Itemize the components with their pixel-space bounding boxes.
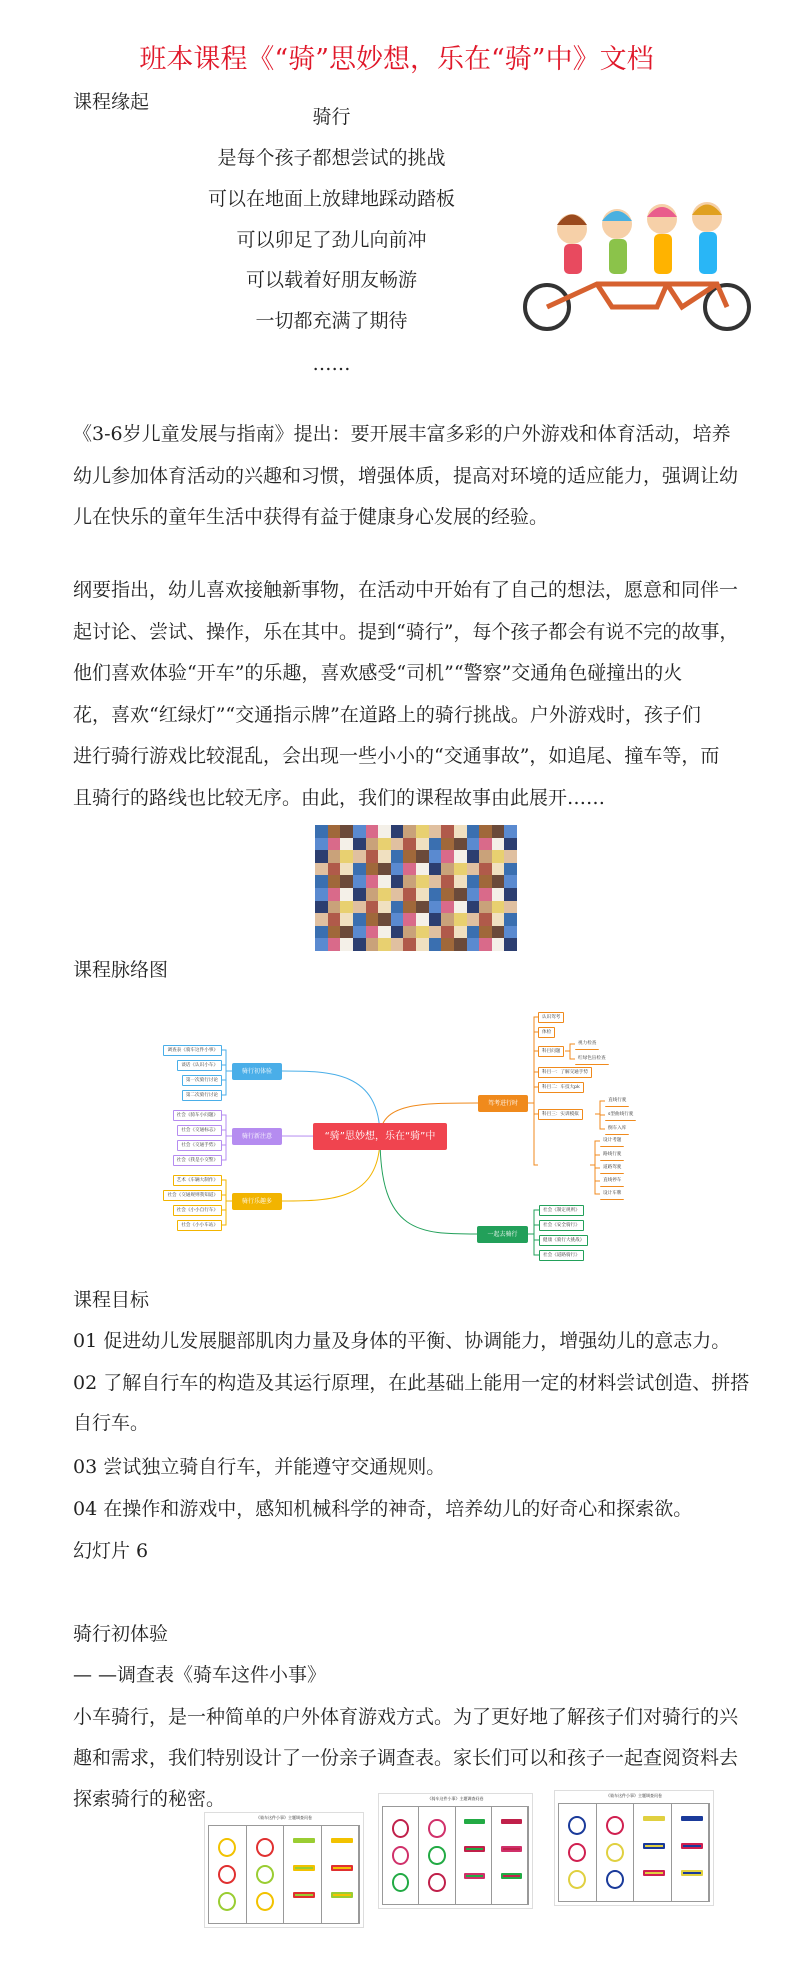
mind-map-center-node: “骑”思妙想，乐在“骑”中 <box>313 1123 447 1150</box>
survey-drawing <box>681 1843 703 1849</box>
mind-map-connector <box>222 1180 232 1201</box>
survey-drawing <box>293 1892 315 1898</box>
survey-drawing <box>331 1865 353 1871</box>
mind-map-connector <box>595 1114 605 1129</box>
section-heading-first-ride: 骑行初体验 <box>73 1623 169 1645</box>
mind-map-connector <box>565 1044 575 1051</box>
survey-sheet-title: 《骑车这件小事》主题调查问卷 <box>427 1796 484 1801</box>
mind-map-connector <box>590 1165 600 1181</box>
mind-map-leaf: 社会《安全骑行》 <box>539 1220 584 1231</box>
survey-drawing <box>256 1865 274 1884</box>
mind-map-leaf: 社会《道路骑行》 <box>539 1250 584 1261</box>
mind-map-connector <box>528 1051 538 1103</box>
goal-line: 01 促进幼儿发展腿部肌肉力量及身体的平衡、协调能力，增强幼儿的意志力。 <box>73 1330 731 1352</box>
mind-map-connector <box>222 1065 232 1071</box>
survey-sheet-image <box>554 1790 714 1906</box>
mind-map-connector <box>590 1155 600 1165</box>
poem-line: 可以卯足了劲儿向前冲 <box>236 229 427 251</box>
survey-drawing <box>331 1892 353 1898</box>
mind-map-connector <box>528 1072 538 1103</box>
poem-line: 骑行 <box>312 106 351 128</box>
survey-drawing <box>464 1819 485 1825</box>
mind-map-subleaf: s型曲线行驶 <box>605 1110 636 1121</box>
mind-map-connector <box>222 1050 232 1071</box>
survey-drawing <box>218 1865 236 1884</box>
mind-map-leaf: 社会《我是小交警》 <box>173 1155 222 1166</box>
children-riding-photo <box>315 825 517 951</box>
mind-map-connector <box>528 1032 538 1103</box>
mind-map-connector <box>528 1210 539 1234</box>
mind-map-connector <box>565 1051 575 1059</box>
survey-sheet-title: 《骑车这件小事》主题调查问卷 <box>256 1815 312 1820</box>
mind-map-leaf: 体检 <box>538 1027 555 1038</box>
survey-drawing <box>643 1843 665 1849</box>
goal-line: 02 了解自行车的构造及其运行原理，在此基础上能用一定的材料尝试创造、拼搭 <box>73 1372 750 1394</box>
paragraph-line: 花，喜欢“红绿灯”“交通指示牌”在道路上的骑行挑战。户外游戏时，孩子们 <box>73 703 701 726</box>
survey-drawing <box>331 1838 353 1844</box>
mind-map-leaf: 谈话《认识小车》 <box>177 1060 222 1071</box>
survey-drawing <box>501 1819 522 1825</box>
paragraph-line: 且骑行的路线也比较无序。由此，我们的课程故事由此展开…… <box>73 787 606 809</box>
mind-map-leaf: 社会《小小车站》 <box>177 1220 222 1231</box>
subheading-survey: — —调查表《骑车这件小事》 <box>73 1664 327 1686</box>
mind-map-subleaf: 倒车入库 <box>605 1124 629 1135</box>
survey-drawing <box>568 1843 586 1862</box>
survey-drawing <box>643 1816 665 1822</box>
mind-map-leaf: 第二次骑行讨论 <box>182 1090 222 1101</box>
survey-drawing <box>428 1873 446 1892</box>
mind-map-connector <box>222 1136 232 1160</box>
mind-map-subleaf: 红绿色盲检查 <box>575 1054 609 1065</box>
slide-label: 幻灯片 6 <box>73 1540 149 1562</box>
mind-map-connector <box>282 1136 380 1137</box>
mind-map-connector <box>528 1234 539 1255</box>
mind-map-connector <box>528 1234 539 1240</box>
section-heading-origin: 课程缘起 <box>73 91 150 113</box>
mind-map-branch-node: 骑行新注意 <box>232 1128 282 1145</box>
mind-map-connector <box>595 1114 605 1115</box>
survey-drawing <box>428 1819 446 1838</box>
mind-map-branch-node: 一起去骑行 <box>477 1226 528 1243</box>
mind-map-subleaf: 设计车牌 <box>600 1189 624 1200</box>
mind-map-connector <box>222 1130 232 1136</box>
survey-drawing <box>501 1846 522 1852</box>
survey-drawing <box>392 1846 410 1865</box>
survey-sheet-image <box>204 1812 364 1928</box>
poem-line: 可以载着好朋友畅游 <box>245 269 417 291</box>
survey-drawing <box>606 1870 624 1889</box>
paragraph-line: 幼儿参加体育活动的兴趣和习惯，增强体质，提高对环境的适应能力，强调让幼 <box>73 464 739 487</box>
mind-map-subleaf: 直线停车 <box>600 1176 624 1187</box>
mind-map-connector <box>380 1103 478 1137</box>
mind-map-leaf: 第一次骑行讨论 <box>182 1075 222 1086</box>
survey-drawing <box>501 1873 522 1879</box>
mind-map-branch-node: 骑行乐趣多 <box>232 1193 282 1210</box>
poem-line: 一切都充满了期待 <box>255 310 408 332</box>
paragraph-line: 他们喜欢体验“开车”的乐趣，喜欢感受“司机”“警察”交通角色碰撞出的火 <box>73 662 683 685</box>
survey-drawing <box>392 1819 410 1838</box>
document-title: 班本课程《“骑”思妙想，乐在“骑”中》文档 <box>139 44 654 75</box>
mind-map-connector <box>528 1087 538 1103</box>
survey-drawing <box>681 1816 703 1822</box>
mind-map-connector <box>590 1165 600 1194</box>
survey-drawing <box>643 1870 665 1876</box>
goal-line: 04 在操作和游戏中，感知机械科学的神奇，培养幼儿的好奇心和探索欲。 <box>73 1498 693 1520</box>
survey-drawing <box>392 1873 410 1892</box>
paragraph-line: 《3-6岁儿童发展与指南》提出：要开展丰富多彩的户外游戏和体育活动，培养 <box>73 423 731 445</box>
survey-drawing <box>606 1816 624 1835</box>
mind-map-leaf: 健康《骑行大挑战》 <box>539 1235 588 1246</box>
mind-map-connector <box>380 1137 477 1234</box>
survey-drawing <box>218 1892 236 1911</box>
mind-map-connector <box>282 1137 380 1201</box>
survey-drawing <box>293 1865 315 1871</box>
paragraph-line: 纲要指出，幼儿喜欢接触新事物，在活动中开始有了自己的想法，愿意和同伴一 <box>73 579 739 601</box>
mind-map-leaf: 科目三：实训模拟 <box>538 1109 583 1120</box>
survey-drawing <box>218 1838 236 1857</box>
survey-drawing <box>681 1870 703 1876</box>
mind-map-connector <box>222 1201 232 1210</box>
mind-map-connector <box>590 1165 600 1168</box>
mind-map-subleaf: 视力检查 <box>575 1039 599 1050</box>
survey-drawing <box>568 1870 586 1889</box>
mind-map-connector <box>222 1071 232 1080</box>
survey-drawing <box>256 1838 274 1857</box>
mind-map-subleaf: 直线行驶 <box>605 1096 629 1107</box>
survey-drawing <box>464 1873 485 1879</box>
mind-map-leaf: 社会《骑车小问题》 <box>173 1110 222 1121</box>
survey-sheet-title: 《骑车这件小事》主题调查问卷 <box>606 1793 662 1798</box>
mind-map-connector <box>222 1115 232 1136</box>
mind-map-leaf: 科目二：车技大pk <box>538 1082 584 1093</box>
goal-line: 自行车。 <box>73 1412 150 1434</box>
mind-map-connector <box>222 1071 232 1095</box>
section-heading-goals: 课程目标 <box>73 1289 150 1311</box>
mind-map-subleaf: 路线行驶 <box>600 1150 624 1161</box>
survey-drawing <box>293 1838 315 1844</box>
section-heading-map: 课程脉络图 <box>73 959 169 981</box>
mind-map-leaf: 认识驾考 <box>538 1012 564 1023</box>
mind-map-connector <box>590 1141 600 1165</box>
mind-map-branch-node: 驾考进行时 <box>478 1095 528 1112</box>
survey-drawing <box>568 1816 586 1835</box>
poem-line: …… <box>312 353 351 375</box>
mind-map-connector <box>222 1201 232 1225</box>
mind-map-connector <box>222 1195 232 1201</box>
mind-map-leaf: 科目问题 <box>538 1046 564 1057</box>
survey-drawing <box>464 1846 485 1852</box>
mind-map-connector <box>534 1103 538 1165</box>
paragraph-line: 进行骑行游戏比较混乱，会出现一些小小的“交通事故”，如追尾、撞车等，而 <box>73 745 720 768</box>
mind-map-leaf: 社会《交通标志》 <box>177 1125 222 1136</box>
mind-map-leaf: 社会《交通规则我知道》 <box>163 1190 222 1201</box>
paragraph-line: 起讨论、尝试、操作，乐在其中。提到“骑行”，每个孩子都会有说不完的故事， <box>73 620 739 643</box>
mind-map-connector <box>595 1101 605 1114</box>
mind-map-connector <box>528 1103 538 1114</box>
mind-map-connector <box>528 1017 538 1103</box>
paragraph-line: 探索骑行的秘密。 <box>73 1788 226 1810</box>
mind-map-connector <box>222 1136 232 1145</box>
mind-map-leaf: 科目一：了解交通手势 <box>538 1067 592 1078</box>
poem-line: 是每个孩子都想尝试的挑战 <box>217 147 446 169</box>
mind-map-leaf: 艺术《车辆大制作》 <box>173 1175 222 1186</box>
survey-drawing <box>256 1892 274 1911</box>
mind-map-subleaf: 设计考题 <box>600 1136 624 1147</box>
mind-map-branch-node: 骑行初体验 <box>232 1063 282 1080</box>
mind-map-connector <box>282 1071 380 1137</box>
paragraph-line: 小车骑行，是一种简单的户外体育游戏方式。为了更好地了解孩子们对骑行的兴 <box>73 1706 739 1728</box>
mind-map-leaf: 社会《交通手势》 <box>177 1140 222 1151</box>
survey-sheet-image <box>378 1793 533 1909</box>
paragraph-line: 儿在快乐的童年生活中获得有益于健康身心发展的经验。 <box>73 506 549 528</box>
survey-drawing <box>606 1843 624 1862</box>
mind-map-connector <box>528 1225 539 1234</box>
survey-drawing <box>428 1846 446 1865</box>
mind-map-leaf: 调查表《骑车这件小事》 <box>163 1045 222 1056</box>
mind-map-leaf: 社会《制定规则》 <box>539 1205 584 1216</box>
paragraph-line: 趣和需求，我们特别设计了一份亲子调查表。家长们可以和孩子一起查阅资料去 <box>73 1747 739 1769</box>
mind-map-subleaf: 道路驾驶 <box>600 1163 624 1174</box>
goal-line: 03 尝试独立骑自行车，并能遵守交通规则。 <box>73 1456 446 1478</box>
poem-line: 可以在地面上放肆地踩动踏板 <box>207 188 455 210</box>
mind-map-leaf: 社会《小小自行车》 <box>173 1205 222 1216</box>
